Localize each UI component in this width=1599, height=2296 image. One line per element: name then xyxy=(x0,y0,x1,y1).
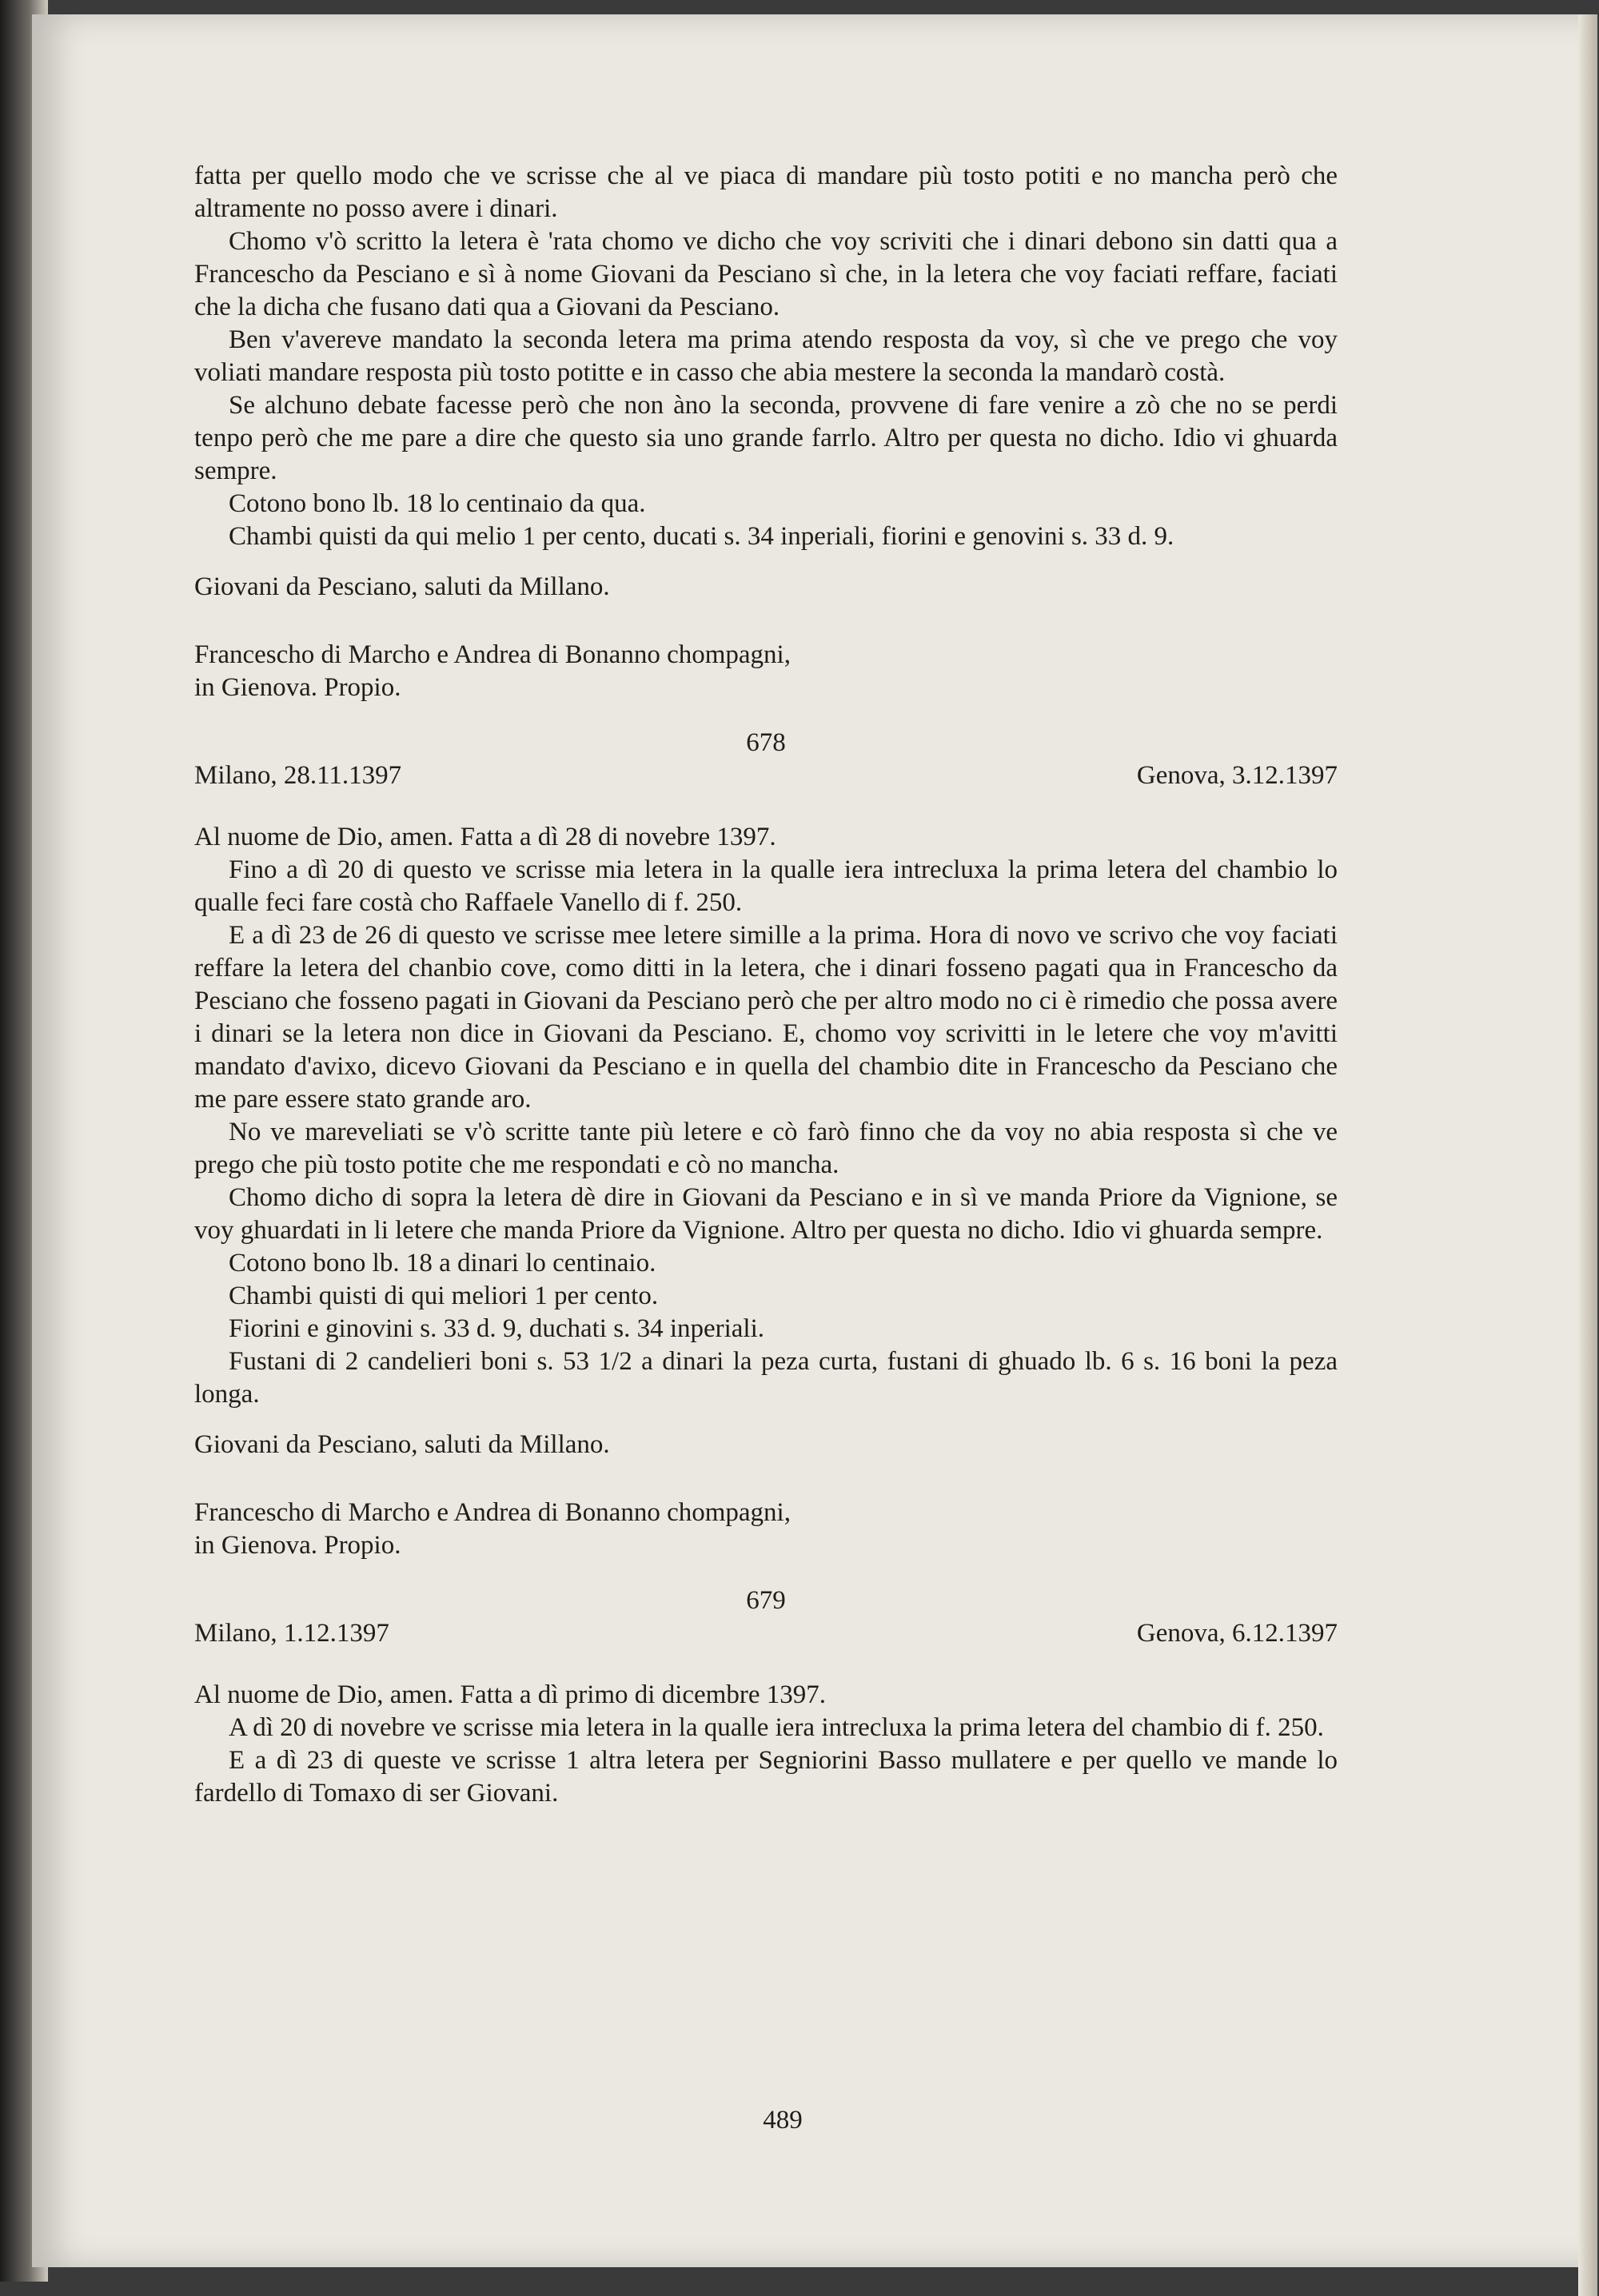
letter-paragraph: Chambi quisti di qui meliori 1 per cento. xyxy=(229,1282,659,1310)
letter-number: 678 xyxy=(746,728,786,757)
letter-opening: Al nuome de Dio, amen. Fatta a dì 28 di novebre 1397. xyxy=(194,823,776,851)
intro-paragraph: Ben v'avereve mandato la seconda letera ma prima atendo resposta da voy, sì che ve prego che voy voliati mandare resposta più tosto potitte e in casso che abia mestere la seconda la mandarò costà. xyxy=(194,325,1338,387)
letter-paragraph: Fiorini e ginovini s. 33 d. 9, duchati s. 34 inperiali. xyxy=(229,1314,765,1343)
letter-opening: Al nuome de Dio, amen. Fatta a dì primo di dicembre 1397. xyxy=(194,1680,826,1709)
letter-paragraph: E a dì 23 di queste ve scrisse 1 altra letera per Segniorini Basso mullatere e per quello ve mande lo fardello di Tomaxo di ser Giovani. xyxy=(194,1746,1338,1808)
letter-origin: Milano, 28.11.1397 xyxy=(194,761,402,790)
letter-destination: Genova, 6.12.1397 xyxy=(1136,1619,1338,1648)
page-number: 489 xyxy=(763,2106,803,2135)
intro-paragraph: Cotono bono lb. 18 lo centinaio da qua. xyxy=(229,489,646,518)
letter-paragraph: A dì 20 di novebre ve scrisse mia letera in la qualle iera intrecluxa la prima letera del chambio di f. 250. xyxy=(229,1713,1324,1742)
letter-number: 679 xyxy=(746,1586,786,1615)
intro-paragraph: Chambi quisti da qui melio 1 per cento, ducati s. 34 inperiali, fiorini e genovini s. 33 d. 9. xyxy=(229,522,1174,551)
intro-address-line: Francescho di Marcho e Andrea di Bonanno chompagni, xyxy=(194,640,791,669)
letter-signature: Giovani da Pesciano, saluti da Millano. xyxy=(194,1430,610,1459)
letter-paragraph: Cotono bono lb. 18 a dinari lo centinaio. xyxy=(229,1249,656,1278)
letter-destination: Genova, 3.12.1397 xyxy=(1136,761,1338,790)
letter-address-line: Francescho di Marcho e Andrea di Bonanno chompagni, xyxy=(194,1498,791,1527)
letter-678-header xyxy=(194,727,1338,792)
intro-paragraph: fatta per quello modo che ve scrisse che al ve piaca di mandare più tosto potiti e no mancha però che altramente no posso avere i dinari. xyxy=(194,161,1338,223)
letter-address-line: in Gienova. Propio. xyxy=(194,1531,401,1560)
intro-paragraph: Chomo v'ò scritto la letera è 'rata chomo ve dicho che voy scriviti che i dinari debono sin datti qua a Francescho da Pesciano e sì à nome Giovani da Pesciano sì che, in la letera che voy faciati reffare, faciati che la dicha che fusano dati qua a Giovani da Pesciano. xyxy=(194,227,1338,321)
intro-signature: Giovani da Pesciano, saluti da Millano. xyxy=(194,572,610,601)
letter-paragraph: Fino a dì 20 di questo ve scrisse mia letera in la qualle iera intrecluxa la prima letera del chambio lo qualle feci fare costà cho Raffaele Vanello di f. 250. xyxy=(194,855,1338,917)
letter-paragraph: No ve mareveliati se v'ò scritte tante più letere e cò farò finno che da voy no abia resposta sì che ve prego che più tosto potite che me respondati e cò no mancha. xyxy=(194,1118,1338,1179)
letter-paragraph: Fustani di 2 candelieri boni s. 53 1/2 a dinari la peza curta, fustani di ghuado lb. 6 s. 16 boni la peza longa. xyxy=(194,1347,1338,1409)
letter-paragraph: E a dì 23 de 26 di questo ve scrisse mee letere simille a la prima. Hora di novo ve scrivo che voy faciati reffare la letera del chanbio cove, como ditti in la letera, che i dinari fosseno pagati qua in Francescho da Pesciano che fosseno pagati in Giovani da Pesciano però che per altro modo no ci è rimedio che possa avere i dinari se la letera non dice in Giovani da Pesciano. E, chomo voy scrivitti in le letere che voy m'avitti mandato d'avixo, dicevo Giovani da Pesciano e in quella del chambio dite in Francescho da Pesciano che me pare essere stato grande aro. xyxy=(194,921,1338,1114)
page-edge xyxy=(1578,14,1597,2296)
letter-paragraph: Chomo dicho di sopra la letera dè dire in Giovani da Pesciano e in sì ve manda Priore da Vignione, se voy ghuardati in li letere che manda Priore da Vignione. Altro per questa no dicho. Idio vi ghuarda sempre. xyxy=(194,1183,1338,1245)
page-text xyxy=(194,160,1338,1810)
letter-679-header xyxy=(194,1584,1338,1650)
intro-paragraph: Se alchuno debate facesse però che non àno la seconda, provvene di fare venire a zò che no se perdi tenpo però che me pare a dire che questo sia uno grande farrlo. Altro per questa no dicho. Idio vi ghuarda sempre. xyxy=(194,391,1338,485)
letter-origin: Milano, 1.12.1397 xyxy=(194,1619,389,1648)
intro-address-line: in Gienova. Propio. xyxy=(194,673,401,702)
